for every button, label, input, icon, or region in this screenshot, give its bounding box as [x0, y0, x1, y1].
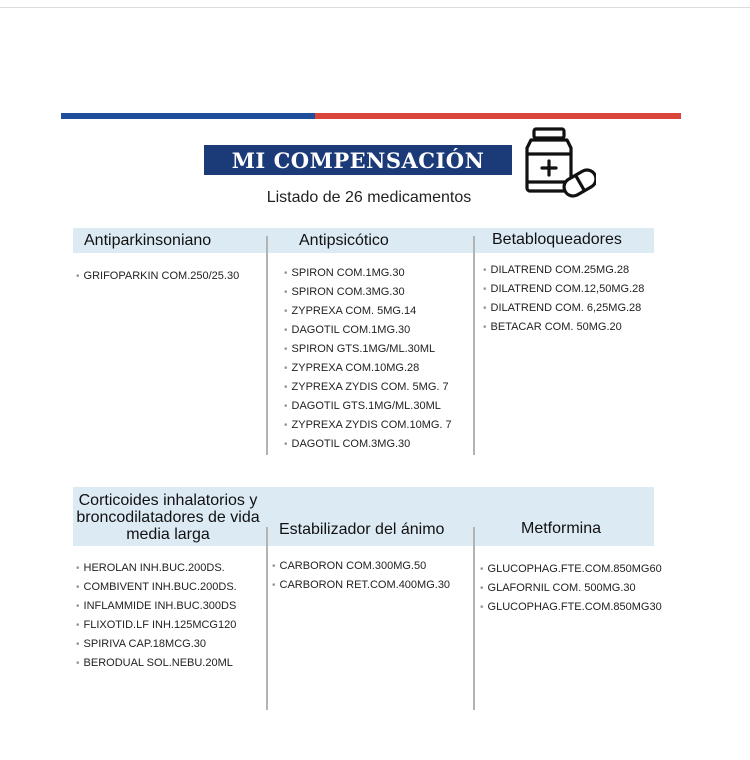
medication-list-estabilizador	[272, 557, 450, 595]
flag-blue-segment	[61, 113, 315, 119]
column-divider	[473, 236, 475, 455]
list-item: • INFLAMMIDE INH.BUC.300DS	[76, 597, 237, 616]
category-estabilizador-del-animo: Estabilizador del ánimo	[279, 521, 445, 538]
list-item: • FLIXOTID.LF INH.125MCG120	[76, 616, 237, 635]
flag-red-segment	[315, 113, 681, 119]
medication-list-antiparkinsoniano	[76, 267, 239, 286]
list-item: • ZYPREXA COM.10MG.28	[284, 359, 452, 378]
list-item: • COMBIVENT INH.BUC.200DS.	[76, 578, 237, 597]
medication-list-antipsicotico	[284, 264, 452, 454]
list-item: • SPIRON GTS.1MG/ML.30ML	[284, 340, 452, 359]
column-divider	[473, 527, 475, 710]
category-antipsicotico: Antipsicótico	[299, 232, 389, 249]
page-title-text: MI COMPENSACIÓN	[231, 147, 485, 173]
list-item: • CARBORON RET.COM.400MG.30	[272, 576, 450, 595]
medication-list-corticoides	[76, 559, 237, 673]
list-item: • HEROLAN INH.BUC.200DS.	[76, 559, 237, 578]
list-item: • DILATREND COM.25MG.28	[483, 261, 644, 280]
list-item: • BERODUAL SOL.NEBU.20ML	[76, 654, 237, 673]
medicine-bottle-pill-icon	[522, 126, 596, 202]
list-item: • ZYPREXA COM. 5MG.14	[284, 302, 452, 321]
medication-list-metformina	[480, 560, 662, 617]
page-title	[204, 145, 512, 175]
list-item: • DAGOTIL COM.3MG.30	[284, 435, 452, 454]
top-divider	[0, 7, 750, 8]
list-item: • DAGOTIL GTS.1MG/ML.30ML	[284, 397, 452, 416]
category-antiparkinsoniano: Antiparkinsoniano	[84, 232, 212, 249]
flag-color-bar	[61, 113, 681, 119]
list-item: • GLAFORNIL COM. 500MG.30	[480, 579, 662, 598]
category-corticoides-inhalatorios: Corticoides inhalatorios y broncodilatadores de vida media larga	[76, 492, 260, 543]
list-item: • SPIRON COM.3MG.30	[284, 283, 452, 302]
list-item: • GLUCOPHAG.FTE.COM.850MG60	[480, 560, 662, 579]
medication-count-subtitle: Listado de 26 medicamentos	[266, 189, 472, 206]
column-divider	[266, 527, 268, 710]
medication-list-betabloqueadores	[483, 261, 644, 337]
list-item: • SPIRON COM.1MG.30	[284, 264, 452, 283]
list-item: • GRIFOPARKIN COM.250/25.30	[76, 267, 239, 286]
list-item: • DAGOTIL COM.1MG.30	[284, 321, 452, 340]
category-metformina: Metformina	[521, 520, 602, 537]
category-betabloqueadores: Betabloqueadores	[492, 231, 622, 248]
list-item: • BETACAR COM. 50MG.20	[483, 318, 644, 337]
list-item: • ZYPREXA ZYDIS COM.10MG. 7	[284, 416, 452, 435]
column-divider	[266, 236, 268, 455]
list-item: • SPIRIVA CAP.18MCG.30	[76, 635, 237, 654]
list-item: • CARBORON COM.300MG.50	[272, 557, 450, 576]
list-item: • DILATREND COM.12,50MG.28	[483, 280, 644, 299]
list-item: • DILATREND COM. 6,25MG.28	[483, 299, 644, 318]
list-item: • ZYPREXA ZYDIS COM. 5MG. 7	[284, 378, 452, 397]
list-item: • GLUCOPHAG.FTE.COM.850MG30	[480, 598, 662, 617]
